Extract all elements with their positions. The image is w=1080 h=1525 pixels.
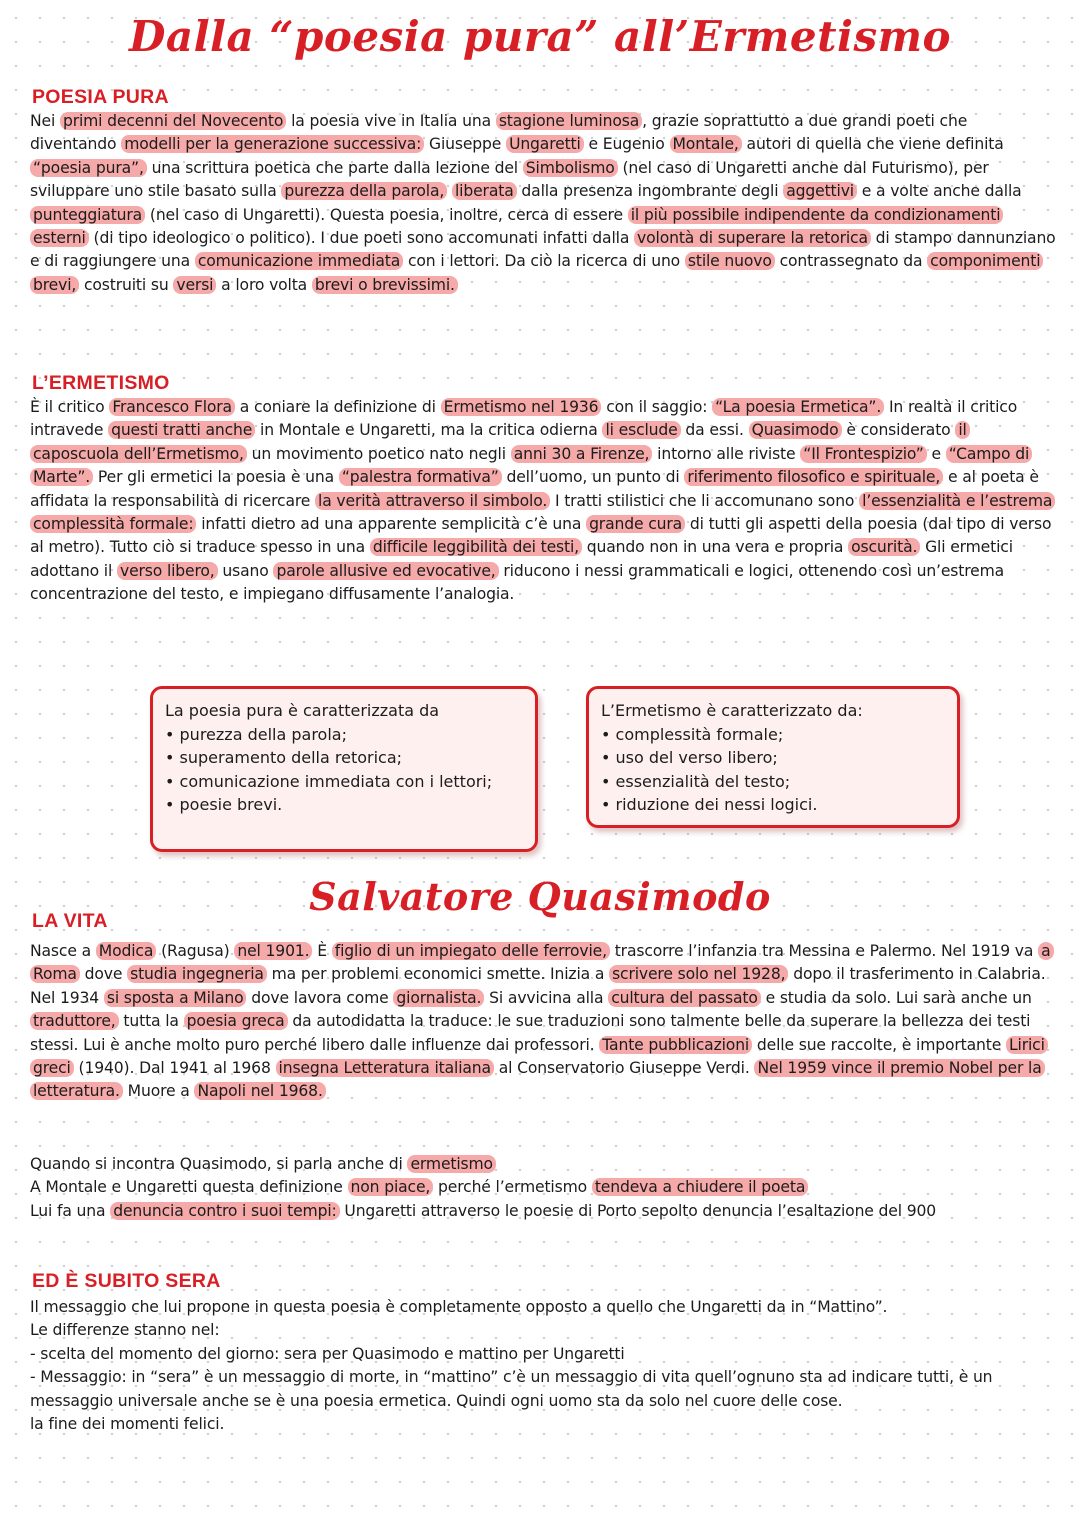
highlighted-phrase: Ermetismo nel 1936: [441, 398, 602, 416]
highlighted-phrase: scrivere solo nel 1928,: [609, 965, 788, 983]
highlighted-phrase: Ungaretti: [506, 135, 584, 153]
highlighted-phrase: ermetismo: [407, 1155, 495, 1173]
summary-item: • complessità formale;: [601, 724, 784, 744]
highlighted-phrase: componimenti brevi,: [30, 252, 1043, 293]
highlighted-phrase: comunicazione immediata: [195, 252, 403, 270]
highlighted-phrase: li esclude: [602, 421, 680, 439]
highlighted-phrase: questi tratti anche: [108, 421, 255, 439]
highlighted-phrase: grande cura: [586, 515, 685, 533]
highlighted-phrase: la verità attraverso il simbolo.: [315, 492, 550, 510]
summary-box-title: La poesia pura è caratterizzata da: [165, 701, 440, 720]
highlighted-phrase: l’essenzialità e l’estrema complessità formale:: [30, 492, 1055, 533]
highlighted-phrase: “palestra formativa”: [339, 468, 502, 486]
summary-item: • comunicazione immediata con i lettori;: [165, 771, 493, 791]
summary-item: • riduzione dei nessi logici.: [601, 795, 818, 814]
highlighted-phrase: purezza della parola,: [281, 182, 447, 200]
summary-item: • poesie brevi.: [165, 795, 283, 814]
summary-list: [601, 723, 945, 817]
highlighted-phrase: il caposcuola dell’Ermetismo,: [30, 421, 970, 462]
highlighted-phrase: Quasimodo: [749, 421, 842, 439]
summary-item: • uso del verso libero;: [601, 748, 778, 767]
highlighted-phrase: tendeva a chiudere il poeta: [592, 1178, 808, 1196]
section-text-la-vita: Nasce a Modica (Ragusa) nel 1901. È figlio di un impiegato delle ferrovie, trascorre l’infanzia tra Messina e Palermo. Nel 1919 va a Roma dove studia ingegneria ma per problemi economici smette. Inizia a scrivere solo nel 1928, dopo il trasferimento in Calabria. Nel 1934 si sposta a Milano dove lavora come giornalista. Si avvicina alla cultura del passato e studia da solo. Lui sarà anche un traduttore, tutta la poesia greca da autodidatta la traduce: le sue traduzioni sono talmente belle da superare la bellezza dei testi stessi. Lui è anche molto puro perché libero dalle influenze dai professori. Tante pubblicazioni delle sue raccolte, è importante Lirici greci (1940). Dal 1941 al 1968 insegna Letteratura italiana al Conservatorio Giuseppe Verdi. Nel 1959 vince il premio Nobel per la letteratura. Muore a Napoli nel 1968.: [30, 940, 1056, 1104]
highlighted-phrase: studia ingegneria: [127, 965, 267, 983]
summary-box-ermetismo: [586, 686, 960, 828]
highlighted-phrase: “Il Frontespizio”: [800, 445, 926, 463]
page-title: Dalla “poesia pura” all’Ermetismo: [128, 12, 952, 61]
highlighted-phrase: “La poesia Ermetica”.: [712, 398, 884, 416]
section-heading-ed-e-subito-sera: ED È SUBITO SERA: [32, 1270, 221, 1292]
highlighted-phrase: riferimento filosofico e spirituale,: [684, 468, 943, 486]
summary-box-title: L’Ermetismo è caratterizzato da:: [601, 701, 863, 720]
highlighted-phrase: modelli per la generazione successiva:: [121, 135, 424, 153]
highlighted-phrase: Napoli nel 1968.: [194, 1082, 325, 1100]
highlighted-phrase: aggettivi: [783, 182, 857, 200]
highlighted-phrase: Lirici greci: [30, 1036, 1048, 1077]
summary-list: [165, 723, 523, 817]
highlighted-phrase: nel 1901.: [234, 942, 312, 960]
summary-box-poesia-pura: [150, 686, 538, 852]
highlighted-phrase: versi: [173, 276, 216, 294]
highlighted-phrase: liberata: [452, 182, 517, 200]
highlighted-phrase: verso libero,: [117, 562, 218, 580]
highlighted-phrase: parole allusive ed evocative,: [273, 562, 498, 580]
highlighted-phrase: punteggiatura: [30, 206, 145, 224]
section-text-poesia-pura: Nei primi decenni del Novecento la poesia vive in Italia una stagione luminosa , grazie soprattutto a due grandi poeti che diventando modelli per la generazione successiva: Giuseppe Ungaretti e Eugenio Montale, autori di quella che viene definita “poesia pura”, una scrittura poetica che parte dalla lezione del Simbolismo (nel caso di Ungaretti anche dal Futurismo), per sviluppare uno stile basato sulla purezza della parola, liberata dalla presenza ingombrante degli aggettivi e a volte anche dalla punteggiatura (nel caso di Ungaretti). Questa poesia, inoltre, cerca di essere il più possibile indipendente da condizionamenti esterni (di tipo ideologico o politico). I due poeti sono accomunati infatti dalla volontà di superare la retorica di stampo dannunziano e di raggiungere una comunicazione immediata con i lettori. Da ciò la ricerca di uno stile nuovo contrassegnato da componimenti brevi, costruiti su versi a loro volta brevi o brevissimi.: [30, 112, 1056, 294]
highlighted-phrase: Tante pubblicazioni: [599, 1036, 752, 1054]
highlighted-phrase: primi decenni del Novecento: [60, 112, 286, 130]
section-text-ed-e-subito-sera: Il messaggio che lui propone in questa poesia è completamente opposto a quello che Ungaretti da in “Mattino”. Le differenze stanno nel: - scelta del momento del giorno: sera per Quasimodo e mattino per Ungaretti - Messaggio: in “sera” è un messaggio di morte, in “mattino” c’è un messaggio di vita quell’ognuno sta ad indicare tutti, è un messaggio universale anche se è una poesia ermetica. Quindi ogni uomo sta da solo nel cuore delle cose. la fine dei momenti felici.: [30, 1298, 993, 1434]
highlighted-phrase: Modica: [96, 942, 156, 960]
highlighted-phrase: “poesia pura”,: [30, 159, 147, 177]
highlighted-phrase: a Roma: [30, 942, 1054, 983]
highlighted-phrase: poesia greca: [184, 1012, 288, 1030]
highlighted-phrase: insegna Letteratura italiana: [276, 1059, 494, 1077]
author-title: Salvatore Quasimodo: [309, 874, 771, 919]
highlighted-phrase: Montale,: [670, 135, 742, 153]
highlighted-phrase: non piace,: [348, 1178, 434, 1196]
summary-item: • purezza della parola;: [165, 724, 347, 744]
section-text-ermetismo-note: Quando si incontra Quasimodo, si parla anche di ermetismo A Montale e Ungaretti questa definizione non piace, perché l’ermetismo tendeva a chiudere il poeta Lui fa una denuncia contro i suoi tempi: Ungaretti attraverso le poesie di Porto sepolto denuncia l’esaltazione del 900: [30, 1155, 937, 1220]
section-heading-poesia-pura: POESIA PURA: [32, 86, 169, 108]
summary-item: • essenzialità del testo;: [601, 771, 791, 791]
highlighted-phrase: stile nuovo: [685, 252, 775, 270]
section-heading-ermetismo: L’ERMETISMO: [32, 372, 170, 394]
section-text-ermetismo: È il critico Francesco Flora a coniare la definizione di Ermetismo nel 1936 con il saggio: “La poesia Ermetica”. In realtà il critico intravede questi tratti anche in Montale e Ungaretti, ma la critica odierna li esclude da essi. Quasimodo è considerato il caposcuola dell’Ermetismo, un movimento poetico nato negli anni 30 a Firenze, intorno alle riviste “Il Frontespizio” e “Campo di Marte”. Per gli ermetici la poesia è una “palestra formativa” dell’uomo, un punto di riferimento filosofico e spirituale, e al poeta è affidata la responsabilità di ricercare la verità attraverso il simbolo. I tratti stilistici che li accomunano sono l’essenzialità e l’estrema complessità formale: infatti dietro ad una apparente semplicità c’è una grande cura di tutti gli aspetti della poesia (dal tipo di verso al metro). Tutto ciò si traduce spesso in una difficile leggibilità dei testi, quando non in una vera e propria oscurità. Gli ermetici adottano il verso libero, usano parole allusive ed evocative, riducono i nessi grammaticali e logici, ottenendo così un’estrema concentrazione del testo, e impiegano diffusamente l’analogia.: [30, 396, 1056, 607]
highlighted-phrase: Nel 1959 vince il premio Nobel per la letteratura.: [30, 1059, 1045, 1100]
highlighted-phrase: denuncia contro i suoi tempi:: [110, 1202, 339, 1220]
highlighted-phrase: stagione luminosa: [496, 112, 642, 130]
highlighted-phrase: anni 30 a Firenze,: [511, 445, 653, 463]
highlighted-phrase: brevi o brevissimi.: [312, 276, 458, 294]
highlighted-phrase: difficile leggibilità dei testi,: [370, 538, 582, 556]
highlighted-phrase: si sposta a Milano: [104, 989, 247, 1007]
highlighted-phrase: Simbolismo: [523, 159, 618, 177]
highlighted-phrase: il più possibile indipendente da condizionamenti esterni: [30, 206, 1003, 247]
highlighted-phrase: cultura del passato: [608, 989, 761, 1007]
highlighted-phrase: oscurità.: [848, 538, 920, 556]
highlighted-phrase: figlio di un impiegato delle ferrovie,: [332, 942, 610, 960]
highlighted-phrase: volontà di superare la retorica: [634, 229, 871, 247]
highlighted-phrase: “Campo di Marte”.: [30, 445, 1032, 486]
section-heading-la-vita: LA VITA: [32, 910, 108, 932]
highlighted-phrase: Francesco Flora: [109, 398, 235, 416]
highlighted-phrase: traduttore,: [30, 1012, 119, 1030]
summary-item: • superamento della retorica;: [165, 748, 403, 767]
highlighted-phrase: giornalista.: [393, 989, 484, 1007]
